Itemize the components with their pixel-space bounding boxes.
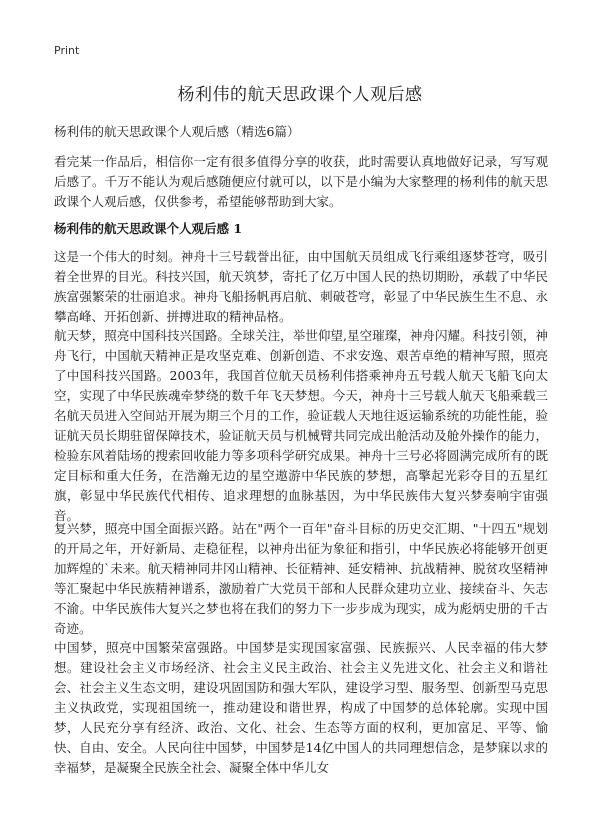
section-heading: 杨利伟的航天思政课个人观后感 1 bbox=[54, 221, 243, 236]
body-paragraph-4: 中国梦，照亮中国繁荣富强路。中国梦是实现国家富强、民族振兴、人民幸福的伟大梦想。建设社会主义市场经济、社会主义民主政治、社会主义先进文化、社会主义和谐社会、社会主义生态文明，建设巩固国防和强大军队，建设学习型、服务型、创新型马克思主义执政党，实现祖国统一，推动建设和谐世界，构成了中国梦的总体轮廓。实现中国梦，人民充分享有经济、政治、文化、社会、生态等方面的权利，更加富足、平等、愉快、自由、安全。人民向往中国梦，中国梦是14亿中国人的共同理想信念，是梦寐以求的幸福梦，是凝聚全民族全社会、凝聚全体中华儿女 bbox=[54, 640, 548, 775]
intro-paragraph: 看完某一作品后，相信你一定有很多值得分享的收获，此时需要认真地做好记录，写写观后感了。千万不能认为观后感随便应付就可以，以下是小编为大家整理的杨利伟的航天思政课个人观后感，仅供参考，希望能够帮助到大家。 bbox=[54, 154, 548, 209]
body-paragraph-1: 这是一个伟大的时刻。神舟十三号载誉出征，由中国航天员组成飞行乘组逐梦苍穹，吸引着全世界的目光。科技兴国，航天筑梦，寄托了亿万中国人民的热切期盼，承载了中华民族富强繁荣的壮丽追求。神舟飞船扬帆再启航、刺破苍穹，彰显了中华民族生生不息、永攀高峰、开拓创新、拼搏进取的精神品格。 bbox=[54, 249, 548, 324]
page-title: 杨利伟的航天思政课个人观后感 bbox=[177, 85, 423, 105]
body-paragraph-2: 航天梦，照亮中国科技兴国路。全球关注，举世仰望,星空璀璨，神舟闪耀。科技引领，神舟飞行，中国航天精神正是攻坚克难、创新创造、不求安逸、艰苦卓绝的精神写照，照亮了中国科技兴国路。2003年，我国首位航天员杨利伟搭乘神舟五号载人航天飞船飞向太空，实现了中华民族魂牵梦绕的数千年飞天梦想。今天，神舟十三号载人航天飞船乘载三名航天员进入空间站开展为期三个月的工作，验证载人天地往返运输系统的功能性能，验证航天员长期驻留保障技术，验证航天员与机械臂共同完成出舱活动及舱外操作的能力，检验东风着陆场的搜索回收能力等多项科学研究成果。神舟十三号必将圆满完成所有的既定目标和重大任务，在浩瀚无边的星空遨游中华民族的梦想，高擎起光彩夺目的五星红旗，彰显中华民族代代相传、追求理想的血脉基因，为中华民族伟大复兴梦奏响宇宙强音。 bbox=[54, 328, 548, 523]
body-paragraph-3: 复兴梦，照亮中国全面振兴路。站在"两个一百年"奋斗目标的历史交汇期、"十四五"规划的开局之年，开好新局、走稳征程，以神舟出征为象征和指引，中华民族必将能够开创更加辉煌的`未来。航天精神同井冈山精神、长征精神、延安精神、抗战精神、脱贫攻坚精神等汇聚起中华民族精神谱系，激励着广大党员干部和人民群众建功立业、接续奋斗、矢志不渝。中华民族伟大复兴之梦也将在我们的努力下一步步成为现实，成为彪炳史册的千古奇迹。 bbox=[54, 521, 548, 636]
print-link[interactable]: Print bbox=[54, 44, 80, 57]
subtitle: 杨利伟的航天思政课个人观后感（精选6篇） bbox=[54, 124, 300, 139]
